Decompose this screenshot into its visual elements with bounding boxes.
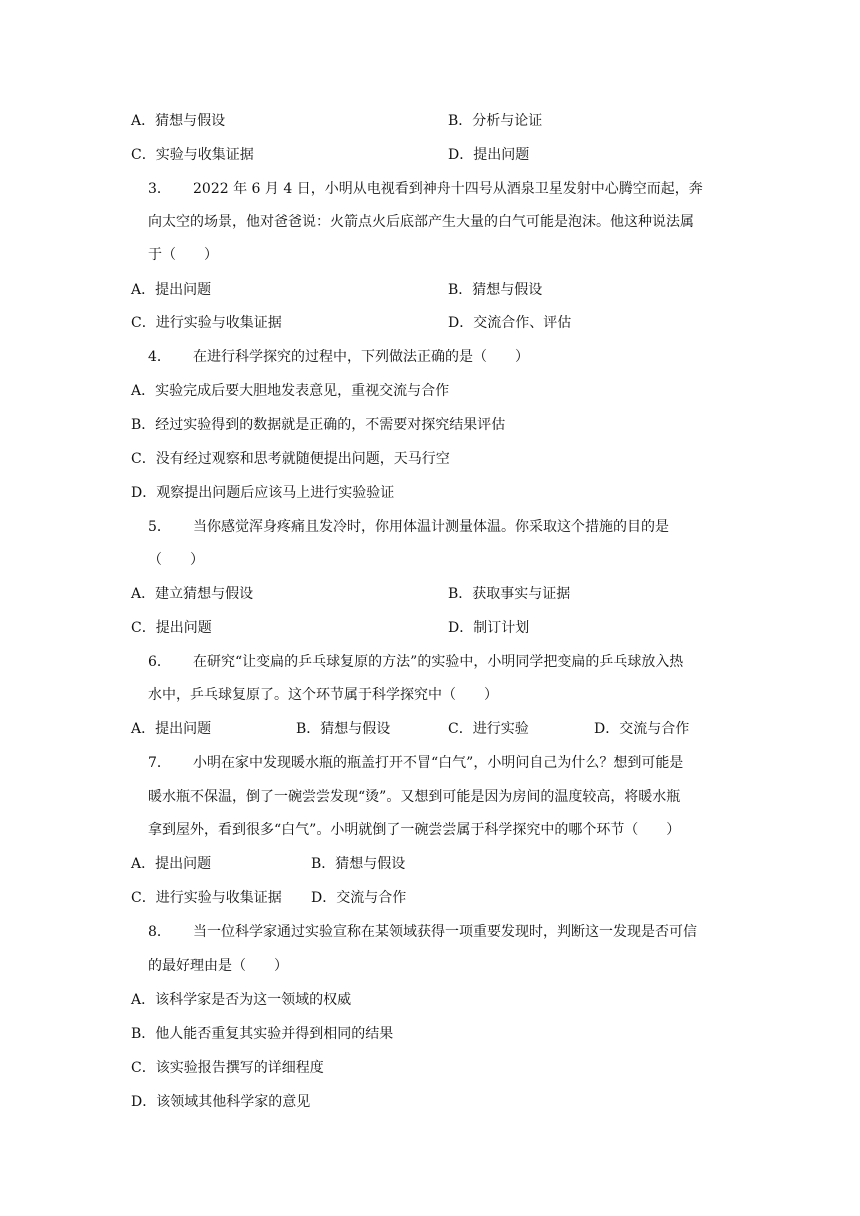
- q4-option-a: A．实验完成后要大胆地发表意见，重视交流与合作: [131, 383, 450, 399]
- q7-option-d: D．交流与合作: [311, 890, 407, 906]
- q5-option-b: B．获取事实与证据: [448, 586, 571, 602]
- q6-option-a: A．提出问题: [131, 721, 212, 737]
- q8-stem-line2: 的最好理由是（ ）: [148, 958, 288, 974]
- q8-option-d: D．该领域其他科学家的意见: [131, 1094, 311, 1110]
- q6-option-b: B．猜想与假设: [296, 721, 391, 737]
- q6-stem-line2: 水中，乒乓球复原了。这个环节属于科学探究中（ ）: [148, 687, 498, 703]
- q8-option-c: C．该实验报告撰写的详细程度: [131, 1060, 324, 1076]
- q8-number: 8．: [148, 924, 171, 940]
- q7-stem-line2: 暖水瓶不保温，倒了一碗尝尝发现“烫”。又想到可能是因为房间的温度较高，将暖水瓶: [148, 789, 681, 805]
- q4-stem-line1: 在进行科学探究的过程中，下列做法正确的是（ ）: [193, 349, 529, 365]
- q3-option-d: D．交流合作、评估: [448, 315, 572, 331]
- q7-number: 7．: [148, 755, 171, 771]
- q5-stem-line2: （ ）: [148, 552, 204, 568]
- q3-stem-line2: 向太空的场景，他对爸爸说：火箭点火后底部产生大量的白气可能是泡沫。他这种说法属: [148, 214, 694, 230]
- q4-option-c: C．没有经过观察和思考就随便提出问题，天马行空: [131, 451, 450, 467]
- q7-option-c: C．进行实验与收集证据: [131, 890, 282, 906]
- q2-option-a: A．猜想与假设: [131, 113, 226, 129]
- q3-stem-line1: 2022 年 6 月 4 日，小明从电视看到神舟十四号从酒泉卫星发射中心腾空而起，奔: [193, 181, 703, 197]
- q7-option-b: B．猜想与假设: [311, 856, 406, 872]
- q5-stem-line1: 当你感觉浑身疼痛且发冷时，你用体温计测量体温。你采取这个措施的目的是: [193, 519, 669, 535]
- q8-option-b: B．他人能否重复其实验并得到相同的结果: [131, 1026, 394, 1042]
- q8-stem-line1: 当一位科学家通过实验宣称在某领域获得一项重要发现时，判断这一发现是否可信: [193, 924, 697, 940]
- q5-option-c: C．提出问题: [131, 620, 212, 636]
- q4-number: 4．: [148, 349, 171, 365]
- q3-option-b: B．猜想与假设: [448, 282, 543, 298]
- q8-option-a: A．该科学家是否为这一领域的权威: [131, 992, 352, 1008]
- q5-option-a: A．建立猜想与假设: [131, 586, 254, 602]
- q4-option-b: B．经过实验得到的数据就是正确的，不需要对探究结果评估: [131, 417, 506, 433]
- q5-option-d: D．制订计划: [448, 620, 530, 636]
- q2-option-b: B．分析与论证: [448, 113, 543, 129]
- q2-option-d: D．提出问题: [448, 147, 530, 163]
- q7-option-a: A．提出问题: [131, 856, 212, 872]
- q6-option-d: D．交流与合作: [594, 721, 690, 737]
- q6-number: 6．: [148, 654, 171, 670]
- q6-stem-line1: 在研究“让变扁的乒乓球复原的方法”的实验中，小明同学把变扁的乒乓球放入热: [193, 654, 684, 670]
- q7-stem-line1: 小明在家中发现暖水瓶的瓶盖打开不冒“白气”，小明问自己为什么？想到可能是: [193, 755, 684, 771]
- q5-number: 5．: [148, 519, 171, 535]
- q3-number: 3．: [148, 181, 171, 197]
- q3-stem-line3: 于（ ）: [148, 247, 218, 263]
- q4-option-d: D．观察提出问题后应该马上进行实验验证: [131, 485, 395, 501]
- q7-stem-line3: 拿到屋外，看到很多“白气”。小明就倒了一碗尝尝属于科学探究中的哪个环节（ ）: [148, 822, 681, 838]
- q6-option-c: C．进行实验: [448, 721, 529, 737]
- q3-option-a: A．提出问题: [131, 282, 212, 298]
- q2-option-c: C．实验与收集证据: [131, 147, 254, 163]
- q3-option-c: C．进行实验与收集证据: [131, 315, 282, 331]
